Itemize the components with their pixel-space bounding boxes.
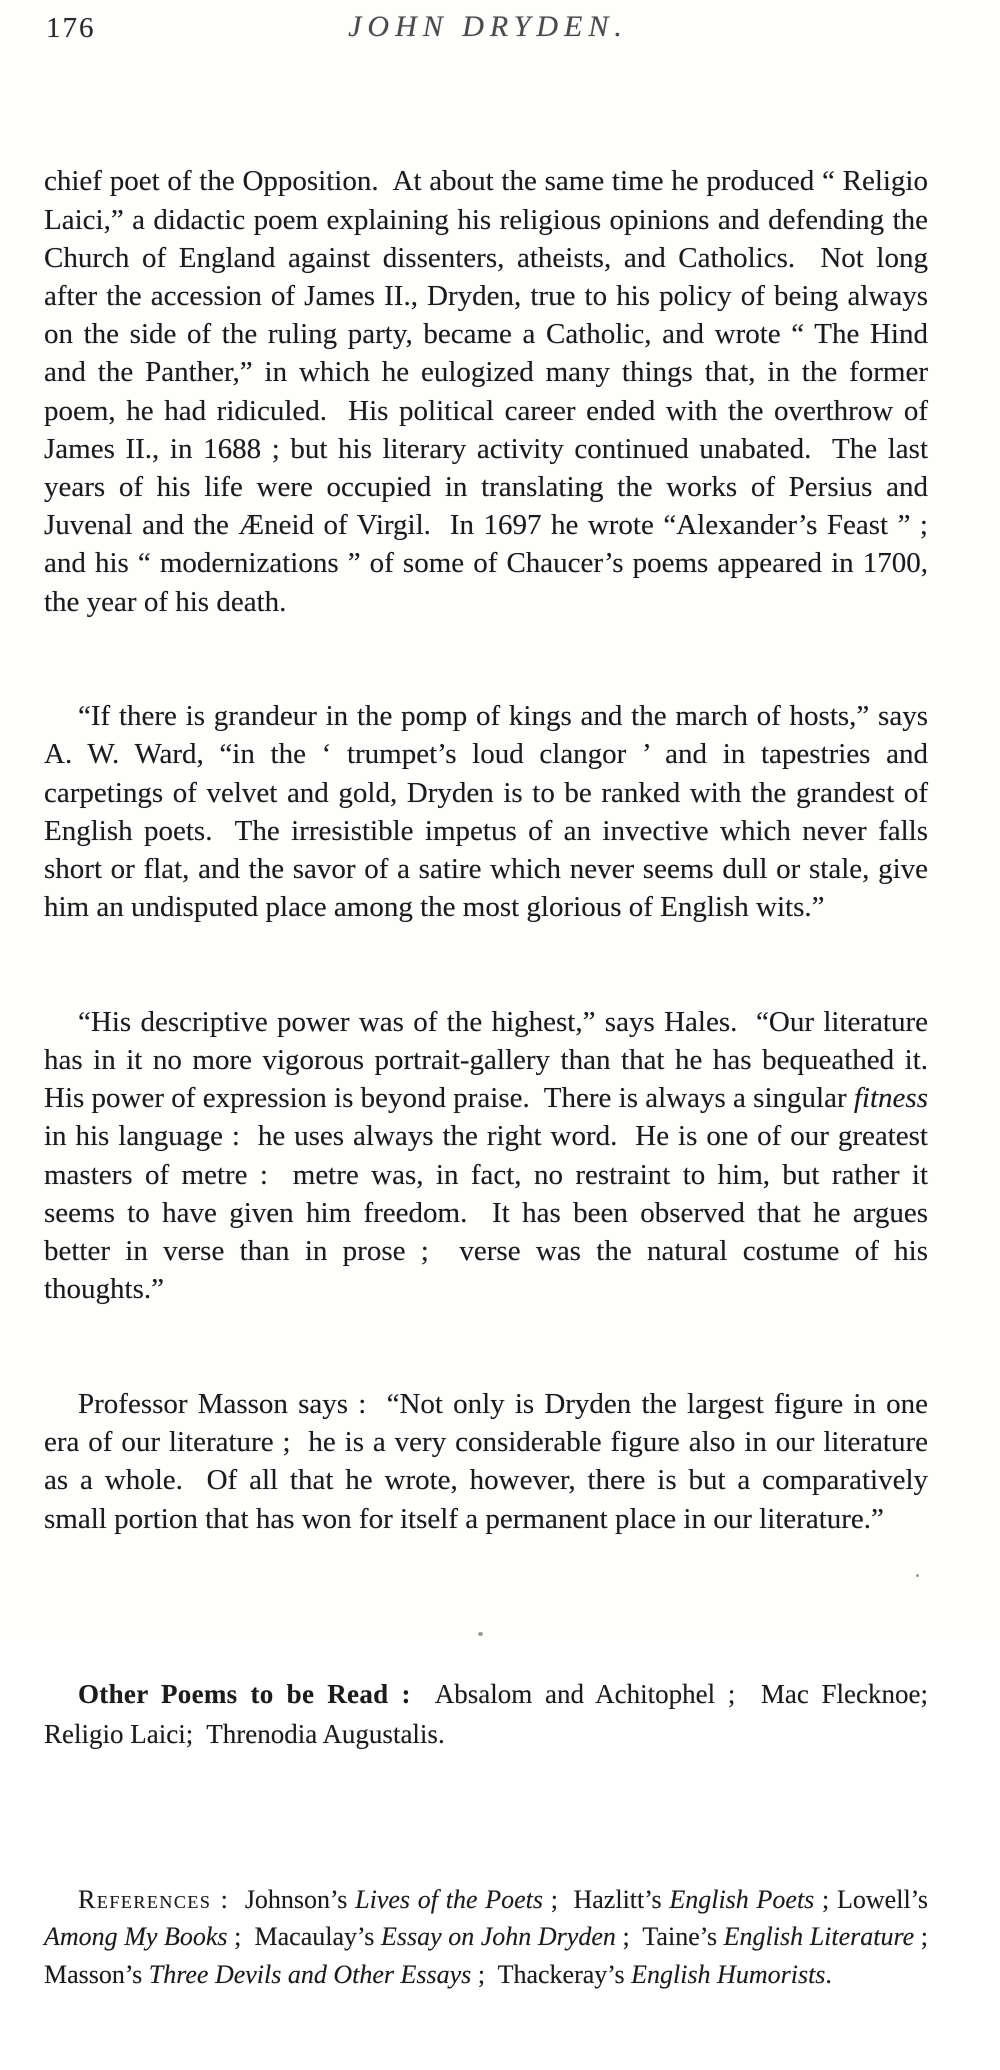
italic-title-text: Essay on John Dryden: [380, 1922, 616, 1952]
page-header: [0, 0, 1000, 46]
italic-title-text: Among My Books: [44, 1922, 228, 1952]
references-note: [44, 1881, 941, 1994]
other-poems-label: Other Poems to be Read :: [78, 1679, 411, 1710]
paragraph-ward-quote: [44, 697, 936, 926]
other-poems-note: [44, 1674, 935, 1754]
paragraph-hales-quote: [44, 1003, 943, 1309]
scan-speck: [916, 1574, 919, 1577]
body-text: Johnson’s: [229, 1884, 356, 1914]
italic-title-text: Three Devils and Other Essays: [148, 1959, 472, 1989]
page-body: [0, 86, 1000, 2070]
body-text: ; Thackeray’s: [471, 1959, 632, 1989]
body-text: Professor Masson says : “Not only is Dryden the largest figure in one era of our literature ; he is a very considerable figure also in our literature as a whole. Of all that he wrote, however, there is but a comparatively small portion that has won for itself a permanent place in our literature.”: [44, 1387, 936, 1535]
italic-title-text: English Humorists: [631, 1959, 826, 1989]
italic-title-text: English Literature: [723, 1922, 915, 1952]
body-text: “If there is grandeur in the pomp of kings and the march of hosts,” says A. W. Ward, “in the ‘ trumpet’s loud clangor ’ and in tapestries and carpetings of velvet and gold, Dryden is to be ranked with the grandest of English poets. The irresistible impetus of an invective which never falls short or flat, and the savor of a satire which never seems dull or stale, give him an undisputed place among the most glorious of English wits.”: [44, 700, 936, 924]
paragraph-masson-quote: [44, 1385, 936, 1538]
body-text: in his language : he uses always the right word. He is one of our greatest masters of metre : metre was, in fact, no restraint to him, but rather it seems to have given him freedom. It has been observed that he argues better in verse than in prose ; verse was the natural costume of his thoughts.”: [44, 1082, 936, 1306]
paragraph-biography: [44, 162, 936, 620]
references-label: References :: [78, 1884, 230, 1914]
body-text: ; Masson’s: [44, 1922, 941, 1989]
other-poems-list: Absalom and Achitophel ; Mac Flecknoe; Religio Laici; Threnodia Augustalis.: [44, 1679, 935, 1750]
italic-title-text: Lives of the Poets: [355, 1884, 544, 1914]
running-title: JOHN DRYDEN.: [348, 10, 628, 43]
body-text: .: [825, 1959, 832, 1989]
body-text: ; Macaulay’s: [227, 1922, 381, 1952]
page-number: 176: [46, 12, 96, 44]
italic-title-text: English Poets: [669, 1884, 815, 1914]
body-text: ; Hazlitt’s: [543, 1884, 670, 1914]
italic-title-text: fitness: [853, 1082, 928, 1115]
body-text: chief poet of the Opposition. At about the same time he produced “ Religio Laici,” a didactic poem explaining his religious opinions and defending the Church of England against dissenters, atheists, and Catholics. Not long after the accession of James II., Dryden, true to his policy of being always on the side of the ruling party, became a Catholic, and wrote “ The Hind and the Panther,” in which he eulogized many things that, in the former poem, he had ridiculed. His political career ended with the overthrow of James II., in 1688 ; but his literary activity continued unabated. The last years of his life were occupied in translating the works of Persius and Juvenal and the Æneid of Virgil. In 1697 he wrote “Alexander’s Feast ” ; and his “ modernizations ” of some of Chaucer’s poems appeared in 1700, the year of his death.: [44, 165, 936, 618]
body-text: “His descriptive power was of the highest,” says Hales. “Our literature has in it no more vigorous portrait-gallery than that he has bequeathed it. His power of expression is beyond praise. There is always a singular: [44, 1005, 943, 1115]
body-text: ; Taine’s: [615, 1922, 724, 1952]
body-text: ; Lowell’s: [814, 1884, 935, 1914]
scan-speck: [478, 1632, 483, 1636]
